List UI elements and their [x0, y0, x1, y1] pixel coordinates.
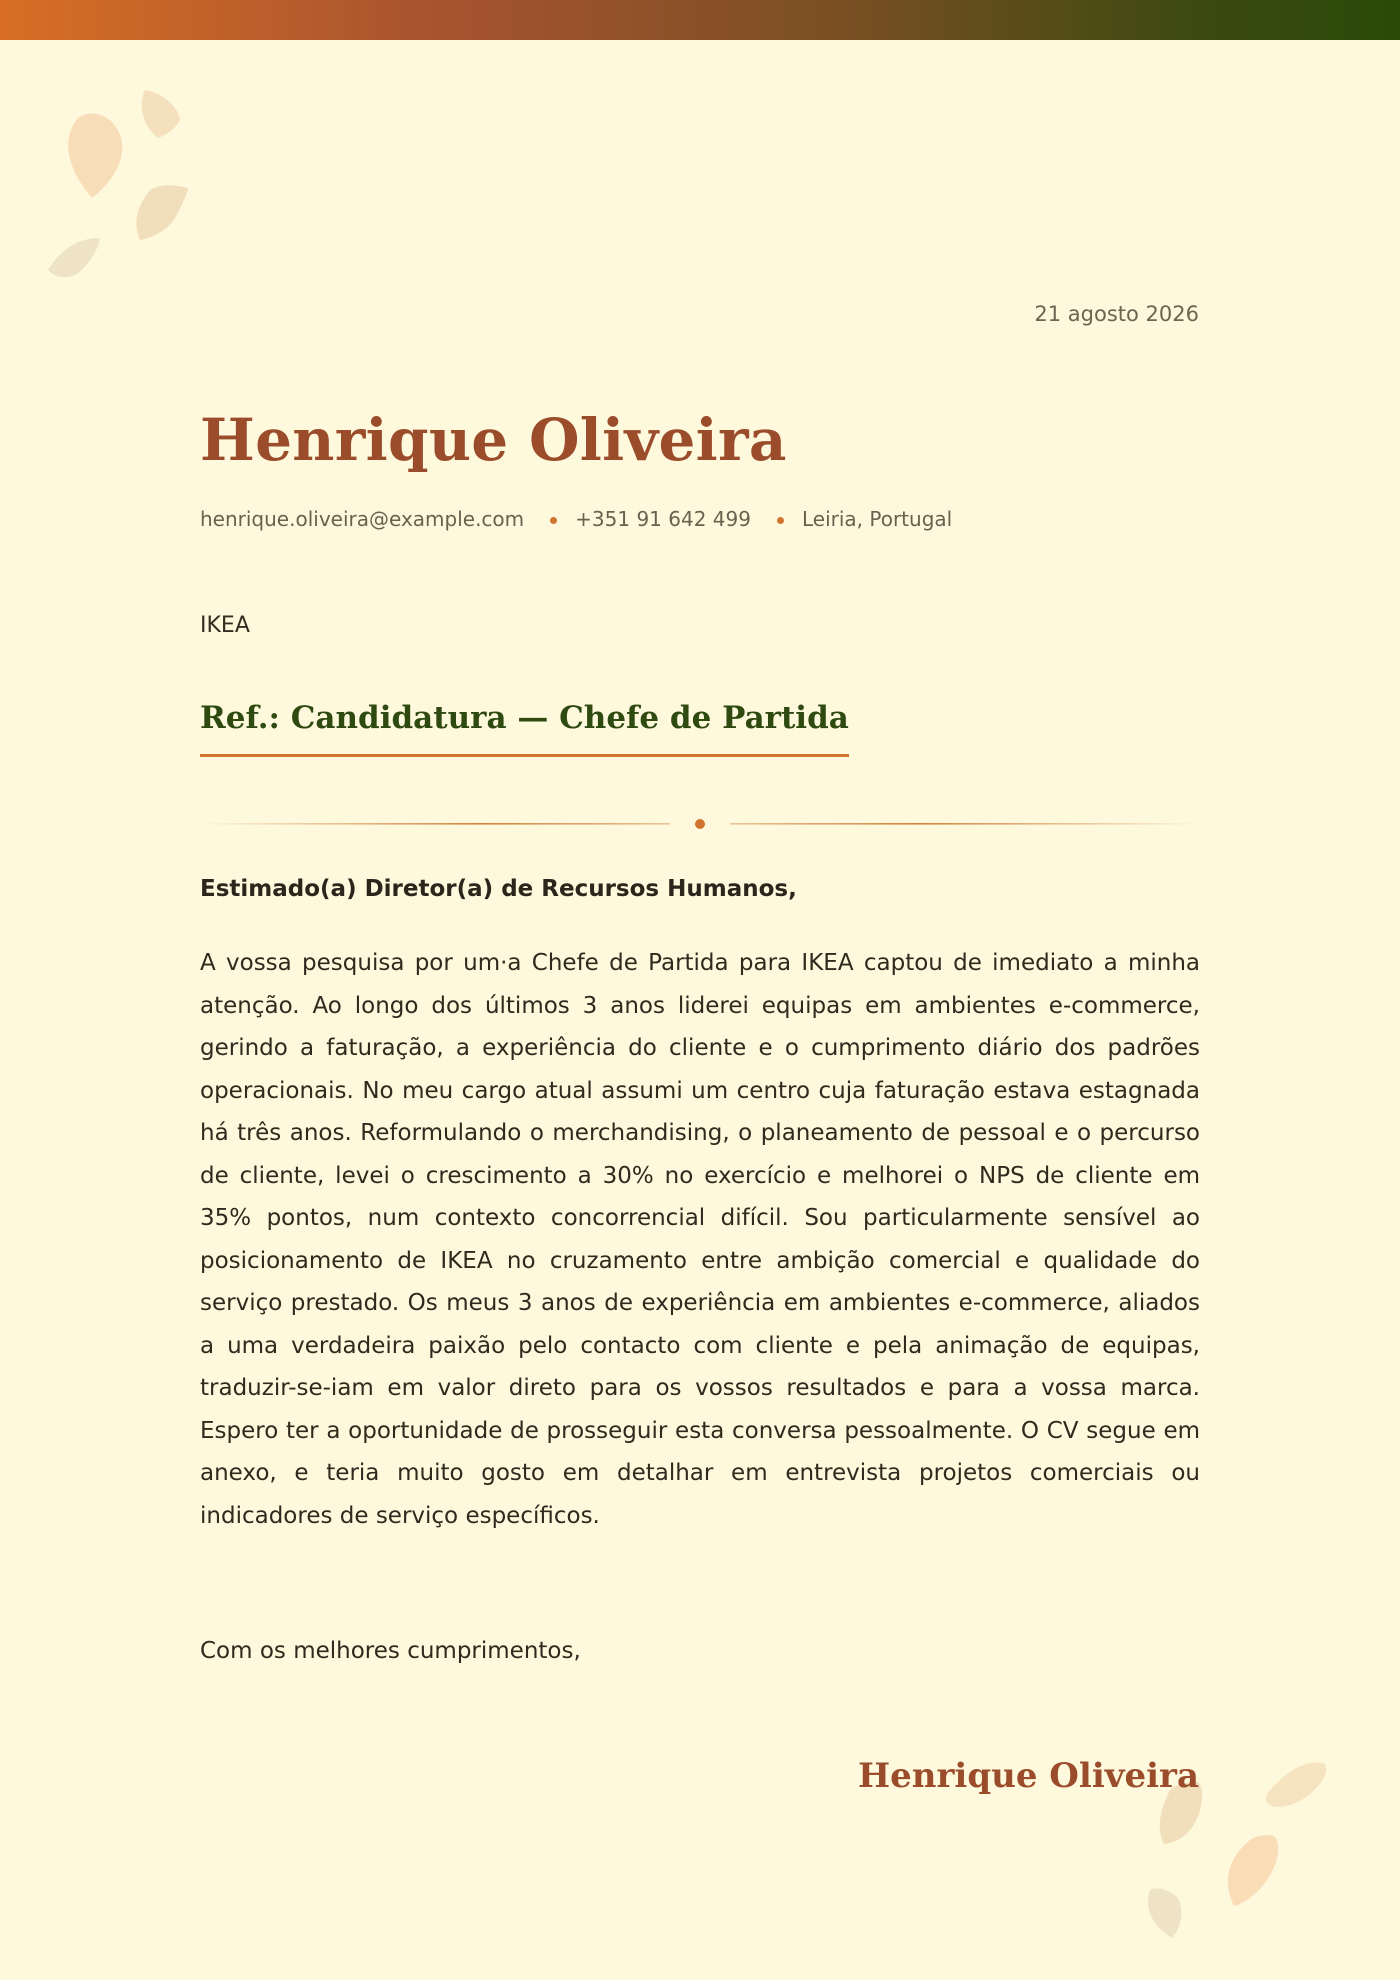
- top-gradient-bar: [0, 0, 1400, 40]
- ornamental-divider: [200, 808, 1200, 838]
- sender-name: Henrique Oliveira: [200, 406, 787, 474]
- signature: Henrique Oliveira: [858, 1756, 1199, 1796]
- contact-phone: +351 91 642 499: [575, 507, 751, 531]
- letter-body: A vossa pesquisa por um·a Chefe de Partida para IKEA captou de imediato a minha atenção. Ao longo dos últimos 3 anos liderei equipas em ambientes e-commerce, gerindo a faturação, a experiência do cliente e o cumprimento diário dos padrões operacionais. No meu cargo atual assumi um centro cuja faturação estava estagnada há três anos. Reformulando o merchandising, o planeamento de pessoal e o percurso de cliente, levei o crescimento a 30% no exercício e melhorei o NPS de cliente em 35% pontos, num contexto concorrencial difícil. Sou particularmente sensível ao posicionamento de IKEA no cruzamento entre ambição comercial e qualidade do serviço prestado. Os meus 3 anos de experiência em ambientes e-commerce, aliados a uma verdadeira paixão pelo contacto com cliente e pela animação de equipas, traduzir-se-iam em valor direto para os vossos resultados e para a vossa marca. Espero ter a oportunidade de prosseguir esta conversa pessoalmente. O CV segue em anexo, e teria muito gosto em detalhar em entrevista projetos comerciais ou indicadores de serviço específicos.: [200, 950, 1200, 1529]
- letter-subject: Ref.: Candidatura — Chefe de Partida: [200, 700, 849, 757]
- recipient: IKEA: [200, 613, 250, 638]
- dot-icon: [777, 517, 784, 524]
- letter-date: 21 agosto 2026: [1034, 302, 1199, 326]
- closing: Com os melhores cumprimentos,: [200, 1638, 581, 1664]
- contact-email: henrique.oliveira@example.com: [200, 507, 525, 531]
- greeting: Estimado(a) Diretor(a) de Recursos Humanos,: [200, 876, 797, 902]
- contact-info: [200, 507, 952, 531]
- contact-location: Leiria, Portugal: [801, 507, 953, 531]
- dot-icon: [550, 517, 557, 524]
- leaves-decoration-icon: [40, 80, 240, 290]
